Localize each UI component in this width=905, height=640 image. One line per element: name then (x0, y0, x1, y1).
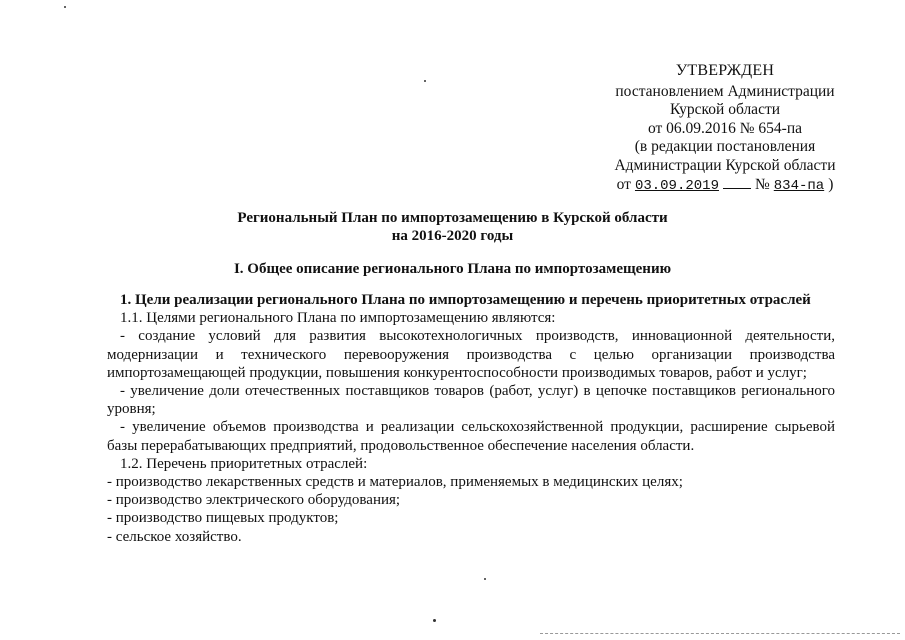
goal-item: - увеличение объемов производства и реализации сельскохозяйственной продукции, расширение сырьевой базы перерабатывающих предприятий, продовольственное обеспечение населения области. (107, 419, 835, 454)
approval-line-1: постановлением Администрации (615, 82, 835, 100)
scan-speck (433, 619, 436, 622)
subsection-title: 1. Цели реализации регионального Плана по импортозамещению и перечень приоритетных отраслей (120, 292, 811, 308)
section-title: I. Общее описание регионального Плана по импортозамещению (233, 261, 672, 277)
scan-edge-line (540, 633, 900, 634)
underline-blank (723, 176, 751, 189)
sector-item: - сельское хозяйство. (107, 528, 242, 545)
number-prefix: № (754, 175, 770, 193)
goal-item: - увеличение доли отечественных поставщиков товаров (работ, услуг) в цепочке поставщиков регионального уровня; (107, 383, 835, 418)
date-prefix: от (616, 175, 631, 193)
scan-speck (64, 6, 66, 8)
approval-line-4: (в редакции постановления (634, 138, 816, 156)
document-title-line-2: на 2016-2020 годы (391, 228, 514, 244)
paragraph-1-2: 1.2. Перечень приоритетных отраслей: (120, 455, 368, 472)
sector-item: - производство пищевых продуктов; (107, 510, 339, 527)
sector-item: - производство электрического оборудования; (107, 492, 401, 509)
scan-speck (484, 578, 486, 580)
approval-line-2: Курской области (669, 101, 781, 119)
approval-line-3: от 06.09.2016 № 654-па (647, 119, 803, 137)
document-title (0, 209, 905, 245)
approval-block (560, 62, 890, 195)
paragraph-1-1: 1.1. Целями регионального Плана по импортозамещению являются: (120, 310, 556, 327)
closing-parenthesis: ) (828, 175, 834, 193)
goal-item: - создание условий для развития высокотехнологичных производств, инновационной деятельности, модернизации и технического перевооружения производства с целью организации производства импортозамещающей продукции, повышения конкурентоспособности производимых товаров, работ и услуг; (107, 328, 835, 381)
amendment-date-line (560, 176, 890, 196)
scan-speck (424, 80, 426, 82)
approval-line-5: Администрации Курской области (614, 156, 836, 174)
sector-item: - производство лекарственных средств и материалов, применяемых в медицинских целях; (107, 474, 683, 491)
amendment-date: 03.09.2019 (634, 177, 719, 194)
document-body (107, 291, 835, 546)
document-title-line-1: Региональный План по импортозамещению в Курской области (237, 210, 668, 226)
approval-title: УТВЕРЖДЕН (675, 62, 775, 79)
amendment-number: 834-па (773, 177, 825, 194)
